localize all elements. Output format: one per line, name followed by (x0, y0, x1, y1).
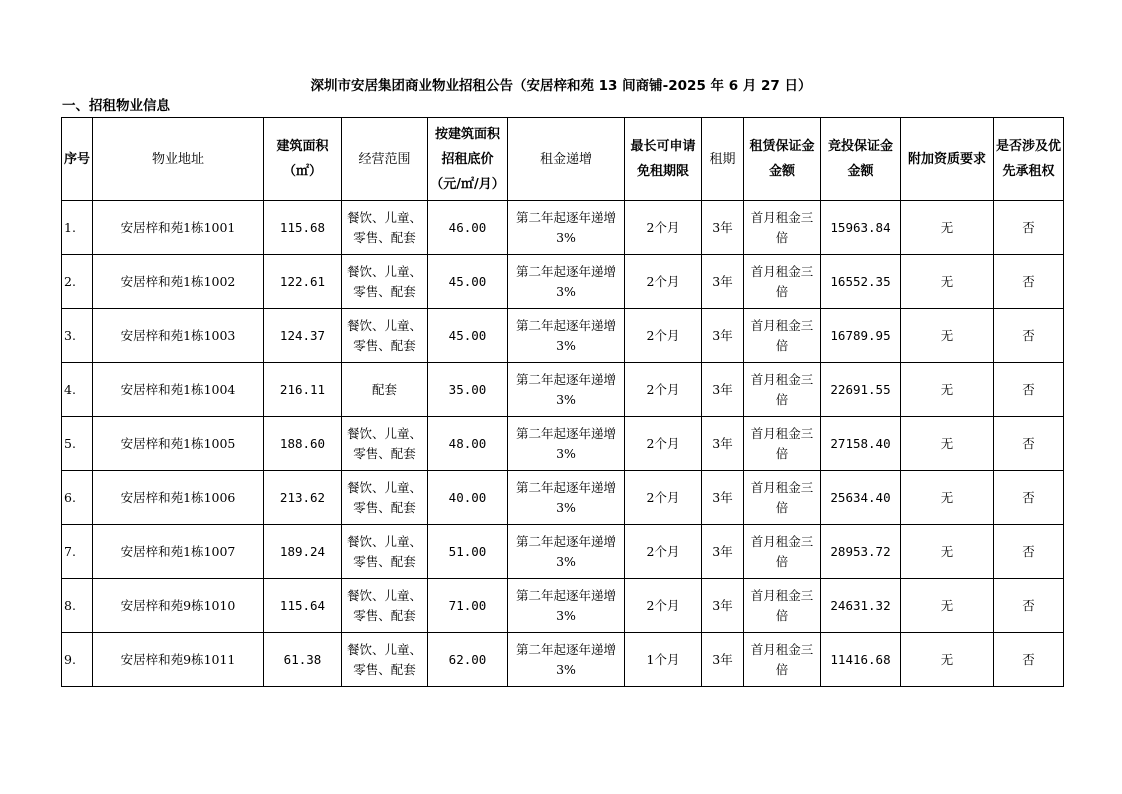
header-qualification: 附加资质要求 (901, 118, 994, 201)
table-row (62, 579, 1064, 633)
cell-scope: 餐饮、儿童、零售、配套 (342, 201, 428, 255)
cell-increase: 第二年起逐年递增3% (508, 309, 625, 363)
cell-seq: 7. (62, 525, 93, 579)
cell-scope: 餐饮、儿童、零售、配套 (342, 525, 428, 579)
cell-lease-deposit: 首月租金三倍 (744, 201, 821, 255)
cell-priority: 否 (994, 579, 1064, 633)
cell-qualification: 无 (901, 201, 994, 255)
cell-base-price: 45.00 (428, 255, 508, 309)
cell-qualification: 无 (901, 417, 994, 471)
cell-scope: 配套 (342, 363, 428, 417)
cell-bid-deposit: 11416.68 (821, 633, 901, 687)
cell-scope: 餐饮、儿童、零售、配套 (342, 471, 428, 525)
cell-seq: 8. (62, 579, 93, 633)
cell-scope: 餐饮、儿童、零售、配套 (342, 417, 428, 471)
cell-scope: 餐饮、儿童、零售、配套 (342, 255, 428, 309)
cell-priority: 否 (994, 471, 1064, 525)
cell-term: 3年 (702, 525, 744, 579)
cell-address: 安居梓和苑1栋1003 (93, 309, 264, 363)
cell-base-price: 46.00 (428, 201, 508, 255)
cell-address: 安居梓和苑9栋1010 (93, 579, 264, 633)
cell-increase: 第二年起逐年递增3% (508, 471, 625, 525)
cell-lease-deposit: 首月租金三倍 (744, 471, 821, 525)
cell-term: 3年 (702, 309, 744, 363)
header-address: 物业地址 (93, 118, 264, 201)
cell-seq: 1. (62, 201, 93, 255)
table-row (62, 633, 1064, 687)
cell-rent-free: 2个月 (625, 309, 702, 363)
cell-priority: 否 (994, 633, 1064, 687)
cell-seq: 4. (62, 363, 93, 417)
cell-bid-deposit: 16789.95 (821, 309, 901, 363)
cell-rent-free: 2个月 (625, 579, 702, 633)
header-seq: 序号 (62, 118, 93, 201)
cell-base-price: 71.00 (428, 579, 508, 633)
cell-increase: 第二年起逐年递增3% (508, 201, 625, 255)
cell-bid-deposit: 16552.35 (821, 255, 901, 309)
cell-rent-free: 1个月 (625, 633, 702, 687)
cell-increase: 第二年起逐年递增3% (508, 255, 625, 309)
cell-rent-free: 2个月 (625, 201, 702, 255)
cell-rent-free: 2个月 (625, 525, 702, 579)
cell-area: 213.62 (264, 471, 342, 525)
cell-base-price: 51.00 (428, 525, 508, 579)
cell-base-price: 45.00 (428, 309, 508, 363)
header-base-price: 按建筑面积招租底价（元/㎡/月） (428, 118, 508, 201)
cell-seq: 2. (62, 255, 93, 309)
cell-term: 3年 (702, 201, 744, 255)
cell-qualification: 无 (901, 309, 994, 363)
cell-rent-free: 2个月 (625, 255, 702, 309)
cell-qualification: 无 (901, 471, 994, 525)
cell-bid-deposit: 27158.40 (821, 417, 901, 471)
cell-lease-deposit: 首月租金三倍 (744, 363, 821, 417)
cell-priority: 否 (994, 255, 1064, 309)
table-row (62, 417, 1064, 471)
cell-priority: 否 (994, 417, 1064, 471)
cell-lease-deposit: 首月租金三倍 (744, 525, 821, 579)
cell-term: 3年 (702, 471, 744, 525)
cell-increase: 第二年起逐年递增3% (508, 579, 625, 633)
cell-lease-deposit: 首月租金三倍 (744, 417, 821, 471)
table-row (62, 201, 1064, 255)
cell-base-price: 48.00 (428, 417, 508, 471)
cell-area: 122.61 (264, 255, 342, 309)
header-lease-deposit: 租赁保证金金额 (744, 118, 821, 201)
cell-priority: 否 (994, 201, 1064, 255)
header-area: 建筑面积（㎡） (264, 118, 342, 201)
cell-address: 安居梓和苑1栋1002 (93, 255, 264, 309)
cell-term: 3年 (702, 417, 744, 471)
cell-area: 124.37 (264, 309, 342, 363)
cell-address: 安居梓和苑1栋1006 (93, 471, 264, 525)
cell-lease-deposit: 首月租金三倍 (744, 309, 821, 363)
cell-seq: 6. (62, 471, 93, 525)
header-priority: 是否涉及优先承租权 (994, 118, 1064, 201)
page-title: 深圳市安居集团商业物业招租公告（安居梓和苑 13 间商铺-2025 年 6 月 27 日） (310, 78, 812, 94)
cell-priority: 否 (994, 525, 1064, 579)
cell-increase: 第二年起逐年递增3% (508, 525, 625, 579)
cell-scope: 餐饮、儿童、零售、配套 (342, 309, 428, 363)
cell-qualification: 无 (901, 525, 994, 579)
cell-base-price: 40.00 (428, 471, 508, 525)
header-rent-free: 最长可申请免租期限 (625, 118, 702, 201)
cell-base-price: 35.00 (428, 363, 508, 417)
cell-area: 115.68 (264, 201, 342, 255)
header-bid-deposit: 竞投保证金金额 (821, 118, 901, 201)
cell-address: 安居梓和苑1栋1007 (93, 525, 264, 579)
table-body (62, 201, 1064, 687)
cell-scope: 餐饮、儿童、零售、配套 (342, 579, 428, 633)
cell-seq: 3. (62, 309, 93, 363)
cell-rent-free: 2个月 (625, 471, 702, 525)
cell-qualification: 无 (901, 255, 994, 309)
cell-term: 3年 (702, 633, 744, 687)
cell-term: 3年 (702, 255, 744, 309)
cell-term: 3年 (702, 363, 744, 417)
cell-area: 189.24 (264, 525, 342, 579)
cell-area: 61.38 (264, 633, 342, 687)
cell-increase: 第二年起逐年递增3% (508, 363, 625, 417)
cell-qualification: 无 (901, 363, 994, 417)
table-row (62, 309, 1064, 363)
rental-property-table (61, 117, 1064, 687)
table-row (62, 255, 1064, 309)
cell-increase: 第二年起逐年递增3% (508, 417, 625, 471)
header-term: 租期 (702, 118, 744, 201)
cell-bid-deposit: 25634.40 (821, 471, 901, 525)
cell-seq: 5. (62, 417, 93, 471)
cell-term: 3年 (702, 579, 744, 633)
table-row (62, 525, 1064, 579)
cell-area: 188.60 (264, 417, 342, 471)
cell-scope: 餐饮、儿童、零售、配套 (342, 633, 428, 687)
table-row (62, 363, 1064, 417)
cell-qualification: 无 (901, 579, 994, 633)
cell-address: 安居梓和苑9栋1011 (93, 633, 264, 687)
table-header-row (62, 118, 1064, 201)
cell-bid-deposit: 15963.84 (821, 201, 901, 255)
cell-priority: 否 (994, 363, 1064, 417)
cell-lease-deposit: 首月租金三倍 (744, 579, 821, 633)
cell-bid-deposit: 22691.55 (821, 363, 901, 417)
cell-rent-free: 2个月 (625, 363, 702, 417)
table-row (62, 471, 1064, 525)
cell-priority: 否 (994, 309, 1064, 363)
section-heading: 一、招租物业信息 (62, 98, 170, 114)
header-scope: 经营范围 (342, 118, 428, 201)
cell-bid-deposit: 24631.32 (821, 579, 901, 633)
cell-qualification: 无 (901, 633, 994, 687)
cell-seq: 9. (62, 633, 93, 687)
cell-area: 216.11 (264, 363, 342, 417)
cell-address: 安居梓和苑1栋1004 (93, 363, 264, 417)
cell-lease-deposit: 首月租金三倍 (744, 255, 821, 309)
cell-increase: 第二年起逐年递增3% (508, 633, 625, 687)
cell-bid-deposit: 28953.72 (821, 525, 901, 579)
header-increase: 租金递增 (508, 118, 625, 201)
cell-rent-free: 2个月 (625, 417, 702, 471)
cell-lease-deposit: 首月租金三倍 (744, 633, 821, 687)
cell-area: 115.64 (264, 579, 342, 633)
cell-base-price: 62.00 (428, 633, 508, 687)
cell-address: 安居梓和苑1栋1005 (93, 417, 264, 471)
cell-address: 安居梓和苑1栋1001 (93, 201, 264, 255)
